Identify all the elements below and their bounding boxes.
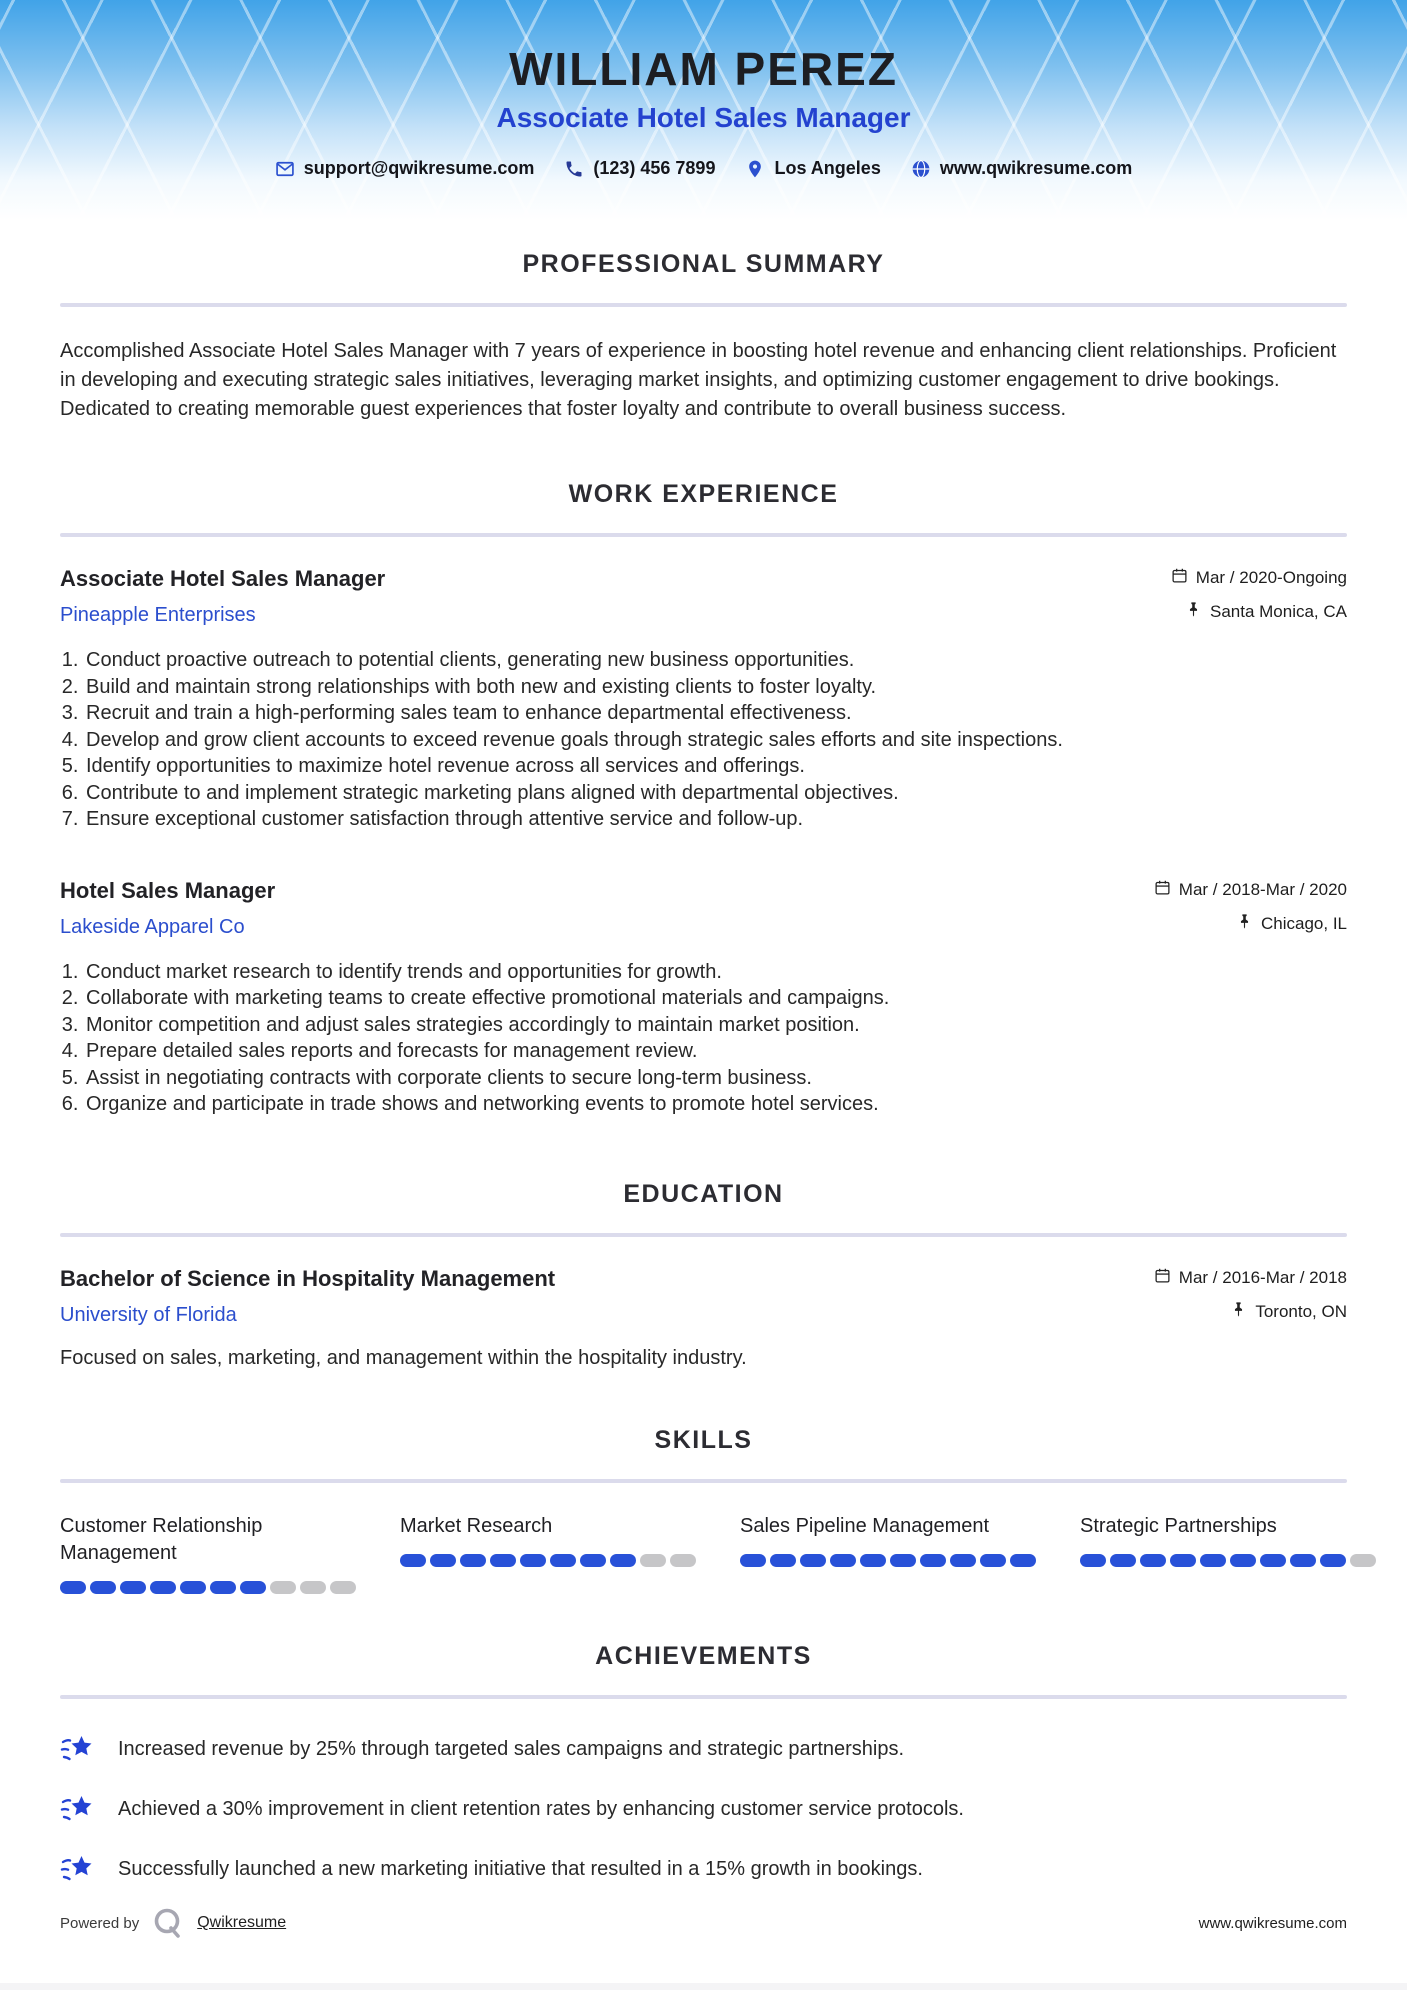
skill-segment-filled: [1080, 1554, 1106, 1567]
location-icon: [745, 159, 765, 179]
star-badge-icon: [60, 1791, 96, 1827]
duty-item: 6. Organize and participate in trade shows and networking events to promote hotel services.: [84, 1091, 1347, 1118]
skill-segment-filled: [60, 1581, 86, 1594]
achievement-item: [60, 1791, 1347, 1827]
duties-list: [60, 647, 1347, 833]
skill-segment-filled: [90, 1581, 116, 1594]
achievement-item: [60, 1731, 1347, 1767]
skill-segment-filled: [460, 1554, 486, 1567]
footer: [60, 1906, 1347, 1940]
page-bottom-strip: [0, 1983, 1407, 1990]
job-location-row: [1171, 601, 1347, 623]
email-icon: [275, 159, 295, 179]
job-date-row: [1154, 879, 1347, 901]
skill-segment-filled: [610, 1554, 636, 1567]
achievements-section-title: ACHIEVEMENTS: [595, 1642, 812, 1671]
duty-item: 2. Build and maintain strong relationships with both new and existing clients to foster loyalty.: [84, 674, 1347, 701]
job-entry: [60, 879, 1347, 1118]
contact-item: [275, 158, 535, 179]
duty-item: 6. Contribute to and implement strategic marketing plans aligned with departmental objectives.: [84, 780, 1347, 807]
skill-segment-filled: [240, 1581, 266, 1594]
skill-segment-filled: [740, 1554, 766, 1567]
skill-item: [400, 1513, 696, 1594]
skill-segment-empty: [640, 1554, 666, 1567]
skill-segment-filled: [920, 1554, 946, 1567]
section-divider: [60, 1233, 1347, 1237]
content-area: [0, 252, 1407, 1887]
summary-section-title: PROFESSIONAL SUMMARY: [522, 250, 885, 278]
skill-segment-filled: [430, 1554, 456, 1567]
contact-item: [745, 158, 880, 179]
duty-item: 1. Conduct proactive outreach to potential clients, generating new business opportunities.: [84, 647, 1347, 674]
skill-level-bar: [400, 1554, 696, 1567]
contact-text: support@qwikresume.com: [303, 158, 535, 178]
jobs-list: [60, 567, 1347, 1118]
section-divider: [60, 303, 1347, 307]
job-title-subtitle: Associate Hotel Sales Manager: [496, 102, 911, 133]
skill-segment-filled: [830, 1554, 856, 1567]
skill-segment-empty: [270, 1581, 296, 1594]
skill-segment-filled: [400, 1554, 426, 1567]
school-link[interactable]: University of Florida: [60, 1304, 237, 1327]
calendar-icon: [1171, 567, 1188, 589]
education-entry: [60, 1267, 1347, 1370]
job-location-row: [1154, 913, 1347, 935]
skill-item: [740, 1513, 1036, 1594]
skill-segment-filled: [520, 1554, 546, 1567]
skill-segment-filled: [180, 1581, 206, 1594]
person-name: WILLIAM PEREZ: [509, 43, 898, 95]
achievement-text: Achieved a 30% improvement in client retention rates by enhancing customer service protocols.: [118, 1797, 964, 1820]
section-divider: [60, 1695, 1347, 1699]
skill-segment-filled: [1110, 1554, 1136, 1567]
skill-segment-empty: [300, 1581, 326, 1594]
duty-item: 3. Recruit and train a high-performing sales team to enhance departmental effectiveness.: [84, 700, 1347, 727]
qwikresume-link[interactable]: Qwikresume: [197, 1914, 287, 1931]
pushpin-icon: [1185, 601, 1202, 623]
skill-segment-filled: [1260, 1554, 1286, 1567]
skill-segment-filled: [1230, 1554, 1256, 1567]
star-badge-icon: [60, 1731, 96, 1767]
job-location: Santa Monica, CA: [1209, 602, 1347, 621]
skill-level-bar: [60, 1581, 356, 1594]
skill-segment-filled: [120, 1581, 146, 1594]
education-description: Focused on sales, marketing, and management within the hospitality industry.: [60, 1347, 747, 1370]
skill-name: Sales Pipeline Management: [740, 1515, 990, 1538]
globe-icon: [911, 159, 931, 179]
skill-segment-filled: [580, 1554, 606, 1567]
contact-text: www.qwikresume.com: [939, 158, 1133, 178]
calendar-icon: [1154, 879, 1171, 901]
job-role: Hotel Sales Manager: [60, 877, 276, 903]
contact-item: [911, 158, 1132, 179]
skill-segment-empty: [330, 1581, 356, 1594]
duty-item: 5. Identify opportunities to maximize hotel revenue across all services and offerings.: [84, 753, 1347, 780]
skill-item: [60, 1513, 356, 1594]
skill-segment-filled: [980, 1554, 1006, 1567]
contact-text: (123) 456 7899: [593, 158, 716, 178]
education-date: Mar / 2016-Mar / 2018: [1178, 1267, 1347, 1287]
duties-list: [60, 959, 1347, 1118]
duty-item: 7. Ensure exceptional customer satisfaction through attentive service and follow-up.: [84, 806, 1347, 833]
job-date: Mar / 2018-Mar / 2020: [1178, 879, 1347, 899]
achievement-text: Increased revenue by 25% through targeted sales campaigns and strategic partnerships.: [118, 1737, 905, 1760]
experience-section-title: WORK EXPERIENCE: [568, 480, 839, 508]
skill-segment-filled: [490, 1554, 516, 1567]
duty-item: 2. Collaborate with marketing teams to create effective promotional materials and campaigns.: [84, 985, 1347, 1012]
contact-text: Los Angeles: [774, 158, 881, 178]
section-divider: [60, 1479, 1347, 1483]
skill-segment-filled: [800, 1554, 826, 1567]
company-link[interactable]: Lakeside Apparel Co: [60, 915, 245, 938]
skill-segment-filled: [770, 1554, 796, 1567]
phone-icon: [564, 159, 584, 179]
achievement-item: [60, 1851, 1347, 1887]
skill-segment-filled: [1140, 1554, 1166, 1567]
job-role: Associate Hotel Sales Manager: [60, 566, 386, 591]
duty-item: 4. Prepare detailed sales reports and forecasts for management review.: [84, 1038, 1347, 1065]
contact-row: [0, 158, 1407, 179]
skill-segment-filled: [860, 1554, 886, 1567]
skill-name: Strategic Partnerships: [1080, 1515, 1277, 1538]
skill-segment-filled: [890, 1554, 916, 1567]
summary-text: Accomplished Associate Hotel Sales Manager with 7 years of experience in boosting hotel revenue and enhancing client relationships. Proficient in developing and executing strategic sales initiatives, leveraging market insights, and optimizing customer engagement to drive bookings. Dedicated to creating memorable guest experiences that foster loyalty and contribute to overall business success.: [60, 340, 1337, 420]
job-entry: [60, 567, 1347, 833]
skill-segment-filled: [210, 1581, 236, 1594]
skill-segment-filled: [1200, 1554, 1226, 1567]
qwikresume-logo-icon: [151, 1906, 185, 1940]
duty-item: 3. Monitor competition and adjust sales strategies accordingly to maintain market position.: [84, 1012, 1347, 1039]
education-location-row: [1154, 1301, 1347, 1323]
skill-name: Customer Relationship Management: [60, 1515, 263, 1565]
skill-segment-empty: [1350, 1554, 1376, 1567]
education-date-row: [1154, 1267, 1347, 1289]
achievements-list: [60, 1731, 1347, 1887]
education-location: Toronto, ON: [1255, 1301, 1347, 1321]
skill-segment-filled: [1290, 1554, 1316, 1567]
star-badge-icon: [60, 1851, 96, 1887]
job-location: Chicago, IL: [1261, 913, 1347, 933]
skills-grid: [60, 1513, 1347, 1594]
skill-segment-filled: [1010, 1554, 1036, 1567]
skill-segment-filled: [1170, 1554, 1196, 1567]
skill-item: [1080, 1513, 1376, 1594]
powered-by-label: Powered by: [60, 1914, 140, 1932]
skill-segment-filled: [550, 1554, 576, 1567]
section-divider: [60, 533, 1347, 537]
contact-item: [564, 158, 715, 179]
job-date-row: [1171, 567, 1347, 589]
header-banner: [0, 0, 1407, 220]
pushpin-icon: [1236, 913, 1253, 935]
skills-section-title: SKILLS: [654, 1426, 753, 1455]
education-section-title: EDUCATION: [623, 1179, 784, 1208]
skill-segment-filled: [150, 1581, 176, 1594]
skill-level-bar: [1080, 1554, 1376, 1567]
company-link[interactable]: Pineapple Enterprises: [60, 604, 256, 627]
footer-website: www.qwikresume.com: [1198, 1914, 1347, 1932]
skill-level-bar: [740, 1554, 1036, 1567]
skill-segment-empty: [670, 1554, 696, 1567]
duty-item: 4. Develop and grow client accounts to exceed revenue goals through strategic sales efforts and site inspections.: [84, 727, 1347, 754]
degree-title: Bachelor of Science in Hospitality Management: [60, 1265, 556, 1291]
duty-item: 1. Conduct market research to identify trends and opportunities for growth.: [84, 959, 1347, 986]
achievement-text: Successfully launched a new marketing initiative that resulted in a 15% growth in bookings.: [118, 1857, 923, 1880]
calendar-icon: [1154, 1267, 1171, 1289]
skill-segment-filled: [1320, 1554, 1346, 1567]
skill-name: Market Research: [400, 1515, 553, 1538]
job-date: Mar / 2020-Ongoing: [1195, 568, 1347, 587]
duty-item: 5. Assist in negotiating contracts with corporate clients to secure long-term business.: [84, 1065, 1347, 1092]
skill-segment-filled: [950, 1554, 976, 1567]
pushpin-icon: [1230, 1301, 1247, 1323]
